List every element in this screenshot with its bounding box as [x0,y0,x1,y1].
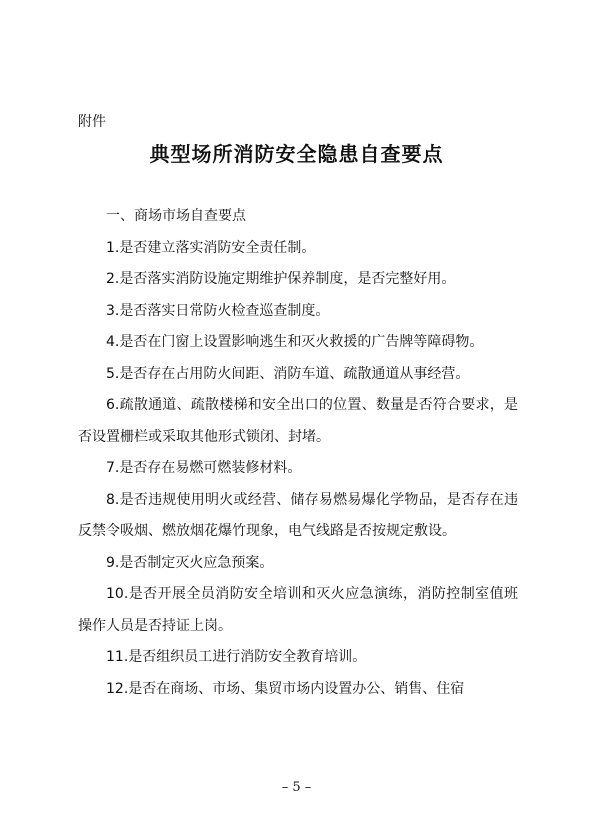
checklist-item-4: 4.是否在门窗上设置影响逃生和灭火救援的广告牌等障碍物。 [106,334,484,350]
section-heading: 一、商场市场自查要点 [106,208,246,224]
checklist-item-7: 7.是否存在易燃可燃装修材料。 [106,460,302,476]
checklist-item-8: 8.是否违规使用明火或经营、储存易燃易爆化学物品，是否存在违反禁令吸烟、燃放烟花爆竹现象，电气线路是否按规定敷设。 [78,491,518,539]
document-body [78,201,518,705]
checklist-item-1: 1.是否建立落实消防安全责任制。 [106,239,316,256]
checklist-item-12: 12.是否在商场、市场、集贸市场内设置办公、销售、住宿 [106,680,465,697]
page-number: – 5 – [281,780,312,795]
checklist-item-11: 11.是否组织员工进行消防安全教育培训。 [106,649,367,665]
checklist-item-5: 5.是否存在占用防火间距、消防车道、疏散通道从事经营。 [106,365,470,382]
attachment-label: 附件 [78,114,106,130]
checklist-item-2: 2.是否落实消防设施定期维护保养制度，是否完整好用。 [106,271,456,287]
checklist-item-10: 10.是否开展全员消防安全培训和灭火应急演练，消防控制室值班操作人员是否持证上岗。 [78,586,518,634]
checklist-item-9: 9.是否制定灭火应急预案。 [106,554,274,571]
checklist-item-3: 3.是否落实日常防火检查巡查制度。 [106,302,330,319]
document-title: 典型场所消防安全隐患自查要点 [149,142,444,166]
checklist-item-6: 6.疏散通道、疏散楼梯和安全出口的位置、数量是否符合要求，是否设置栅栏或采取其他形式锁闭、封堵。 [78,397,518,445]
